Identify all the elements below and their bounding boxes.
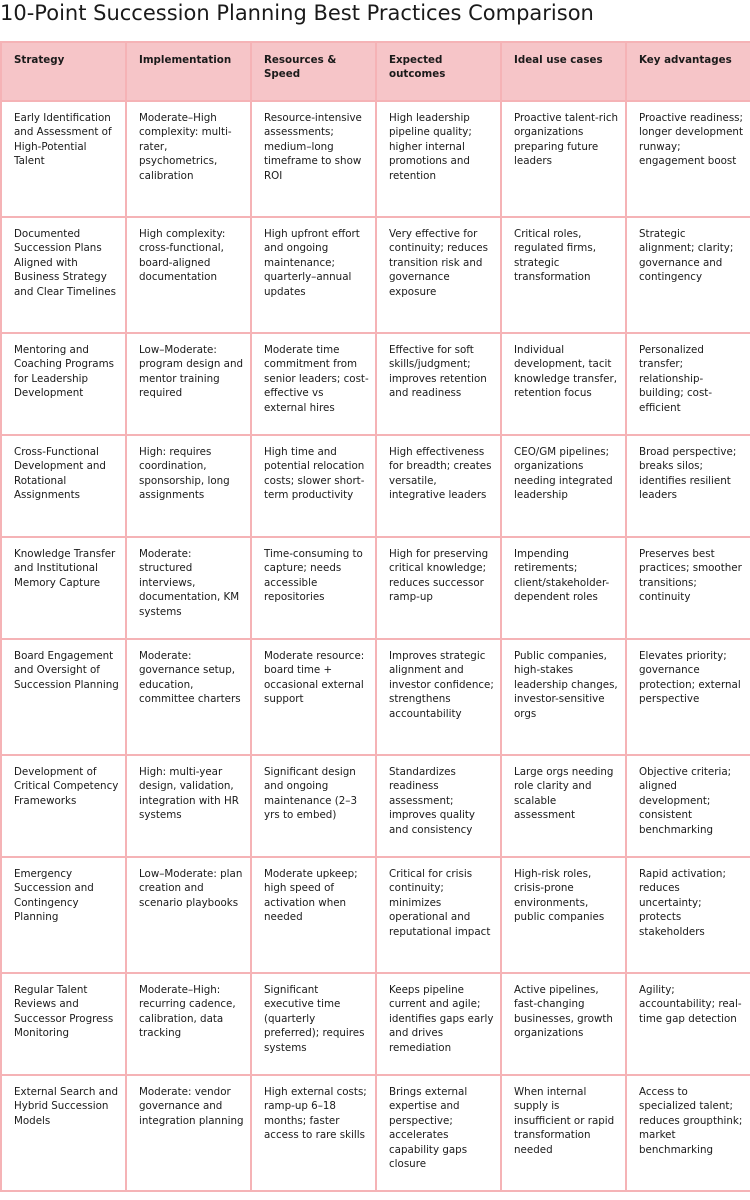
advantages-cell: Objective criteria; aligned development; consistent benchmarking bbox=[626, 755, 750, 857]
outcomes-cell: High for preserving critical knowledge; reduces successor ramp-up bbox=[376, 537, 501, 639]
implementation-cell: Moderate: governance setup, education, committee charters bbox=[126, 639, 251, 755]
advantages-cell: Preserves best practices; smoother transitions; continuity bbox=[626, 537, 750, 639]
implementation-cell: High: requires coordination, sponsorship, long assignments bbox=[126, 435, 251, 537]
strategy-cell: Early Identification and Assessment of High-Potential Talent bbox=[1, 101, 126, 217]
implementation-cell: Moderate–High: recurring cadence, calibration, data tracking bbox=[126, 973, 251, 1075]
strategy-cell: Emergency Succession and Contingency Planning bbox=[1, 857, 126, 973]
use-cases-cell: CEO/GM pipelines; organizations needing integrated leadership bbox=[501, 435, 626, 537]
outcomes-cell: High leadership pipeline quality; higher internal promotions and retention bbox=[376, 101, 501, 217]
advantages-cell: Strategic alignment; clarity; governance and contingency bbox=[626, 217, 750, 333]
table-row bbox=[1, 639, 750, 755]
header-cell: Expected outcomes bbox=[376, 42, 501, 101]
outcomes-cell: Standardizes readiness assessment; improves quality and consistency bbox=[376, 755, 501, 857]
table-row bbox=[1, 435, 750, 537]
use-cases-cell: High-risk roles, crisis-prone environments, public companies bbox=[501, 857, 626, 973]
strategy-cell: Regular Talent Reviews and Successor Progress Monitoring bbox=[1, 973, 126, 1075]
header-cell: Resources & Speed bbox=[251, 42, 376, 101]
use-cases-cell: Large orgs needing role clarity and scalable assessment bbox=[501, 755, 626, 857]
table-row bbox=[1, 333, 750, 435]
strategy-cell: External Search and Hybrid Succession Models bbox=[1, 1075, 126, 1191]
implementation-cell: Moderate: structured interviews, documentation, KM systems bbox=[126, 537, 251, 639]
strategy-cell: Documented Succession Plans Aligned with Business Strategy and Clear Timelines bbox=[1, 217, 126, 333]
implementation-cell: High complexity: cross-functional, board-aligned documentation bbox=[126, 217, 251, 333]
outcomes-cell: Effective for soft skills/judgment; improves retention and readiness bbox=[376, 333, 501, 435]
strategy-cell: Development of Critical Competency Frameworks bbox=[1, 755, 126, 857]
use-cases-cell: Individual development, tacit knowledge transfer, retention focus bbox=[501, 333, 626, 435]
advantages-cell: Rapid activation; reduces uncertainty; protects stakeholders bbox=[626, 857, 750, 973]
use-cases-cell: Critical roles, regulated firms, strategic transformation bbox=[501, 217, 626, 333]
table-row bbox=[1, 1075, 750, 1191]
table-row bbox=[1, 857, 750, 973]
advantages-cell: Personalized transfer; relationship-building; cost-efficient bbox=[626, 333, 750, 435]
resources-cell: Moderate upkeep; high speed of activation when needed bbox=[251, 857, 376, 973]
implementation-cell: High: multi-year design, validation, integration with HR systems bbox=[126, 755, 251, 857]
advantages-cell: Agility; accountability; real-time gap detection bbox=[626, 973, 750, 1075]
strategy-cell: Knowledge Transfer and Institutional Memory Capture bbox=[1, 537, 126, 639]
resources-cell: High upfront effort and ongoing maintenance; quarterly–annual updates bbox=[251, 217, 376, 333]
resources-cell: Moderate resource: board time + occasional external support bbox=[251, 639, 376, 755]
outcomes-cell: Critical for crisis continuity; minimizes operational and reputational impact bbox=[376, 857, 501, 973]
table-row bbox=[1, 217, 750, 333]
use-cases-cell: Public companies, high-stakes leadership changes, investor-sensitive orgs bbox=[501, 639, 626, 755]
resources-cell: High external costs; ramp-up 6–18 months; faster access to rare skills bbox=[251, 1075, 376, 1191]
header-cell: Strategy bbox=[1, 42, 126, 101]
use-cases-cell: Proactive talent-rich organizations preparing future leaders bbox=[501, 101, 626, 217]
comparison-table bbox=[0, 41, 750, 1192]
strategy-cell: Board Engagement and Oversight of Succession Planning bbox=[1, 639, 126, 755]
advantages-cell: Broad perspective; breaks silos; identifies resilient leaders bbox=[626, 435, 750, 537]
use-cases-cell: Active pipelines, fast-changing businesses, growth organizations bbox=[501, 973, 626, 1075]
advantages-cell: Proactive readiness; longer development runway; engagement boost bbox=[626, 101, 750, 217]
header-cell: Ideal use cases bbox=[501, 42, 626, 101]
outcomes-cell: Very effective for continuity; reduces transition risk and governance exposure bbox=[376, 217, 501, 333]
resources-cell: Significant executive time (quarterly preferred); requires systems bbox=[251, 973, 376, 1075]
outcomes-cell: Keeps pipeline current and agile; identifies gaps early and drives remediation bbox=[376, 973, 501, 1075]
table-row bbox=[1, 755, 750, 857]
table-row bbox=[1, 537, 750, 639]
implementation-cell: Low–Moderate: plan creation and scenario playbooks bbox=[126, 857, 251, 973]
resources-cell: Moderate time commitment from senior leaders; cost-effective vs external hires bbox=[251, 333, 376, 435]
header-cell: Key advantages bbox=[626, 42, 750, 101]
implementation-cell: Moderate–High complexity: multi-rater, psychometrics, calibration bbox=[126, 101, 251, 217]
resources-cell: High time and potential relocation costs; slower short-term productivity bbox=[251, 435, 376, 537]
advantages-cell: Elevates priority; governance protection; external perspective bbox=[626, 639, 750, 755]
implementation-cell: Low–Moderate: program design and mentor training required bbox=[126, 333, 251, 435]
outcomes-cell: Improves strategic alignment and investor confidence; strengthens accountability bbox=[376, 639, 501, 755]
strategy-cell: Cross-Functional Development and Rotational Assignments bbox=[1, 435, 126, 537]
advantages-cell: Access to specialized talent; reduces groupthink; market benchmarking bbox=[626, 1075, 750, 1191]
implementation-cell: Moderate: vendor governance and integration planning bbox=[126, 1075, 251, 1191]
page-title: 10-Point Succession Planning Best Practices Comparison bbox=[0, 1, 594, 25]
strategy-cell: Mentoring and Coaching Programs for Leadership Development bbox=[1, 333, 126, 435]
header-row bbox=[1, 42, 750, 101]
resources-cell: Resource-intensive assessments; medium–long timeframe to show ROI bbox=[251, 101, 376, 217]
outcomes-cell: High effectiveness for breadth; creates versatile, integrative leaders bbox=[376, 435, 501, 537]
use-cases-cell: When internal supply is insufficient or rapid transformation needed bbox=[501, 1075, 626, 1191]
table-row bbox=[1, 973, 750, 1075]
resources-cell: Significant design and ongoing maintenance (2–3 yrs to embed) bbox=[251, 755, 376, 857]
table-row bbox=[1, 101, 750, 217]
header-cell: Implementation bbox=[126, 42, 251, 101]
outcomes-cell: Brings external expertise and perspective; accelerates capability gaps closure bbox=[376, 1075, 501, 1191]
resources-cell: Time-consuming to capture; needs accessible repositories bbox=[251, 537, 376, 639]
use-cases-cell: Impending retirements; client/stakeholder-dependent roles bbox=[501, 537, 626, 639]
